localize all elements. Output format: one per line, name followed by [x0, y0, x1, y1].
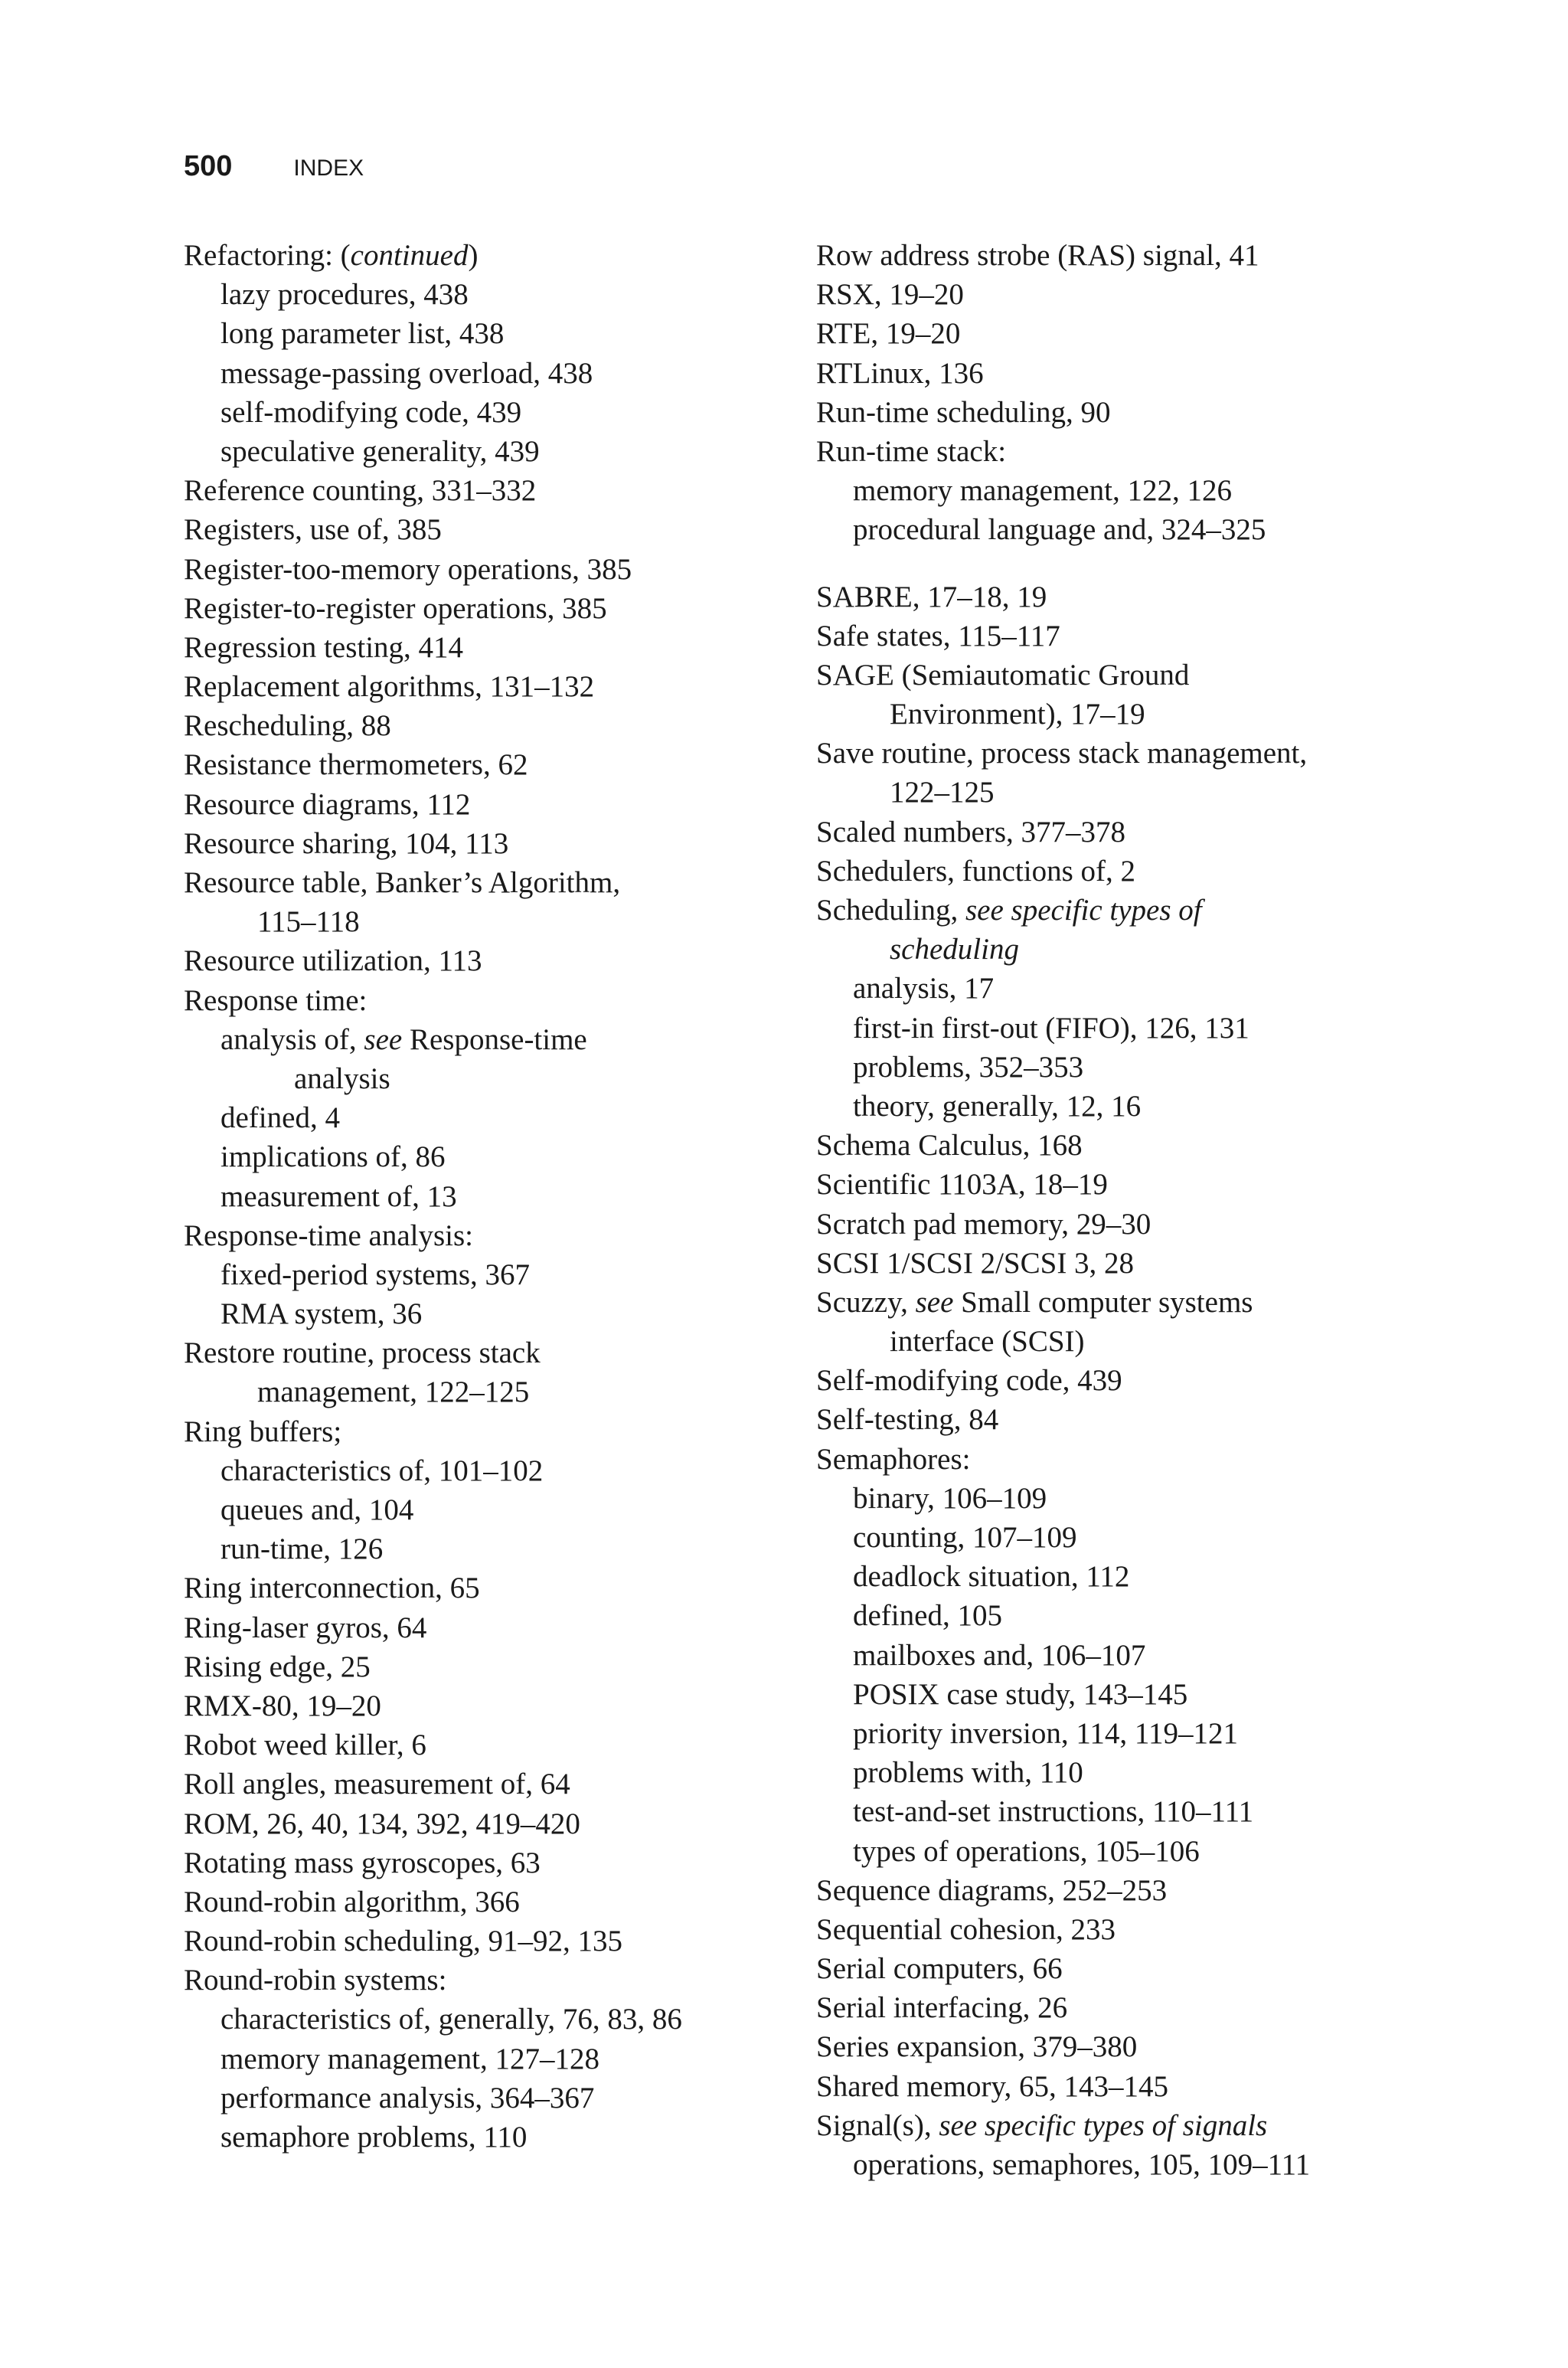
- index-subentry: [816, 1792, 1429, 1831]
- page-header: [184, 150, 364, 196]
- entry-text: 115–118: [257, 905, 360, 939]
- index-entry: [184, 1922, 781, 1961]
- entry-text: Environment), 17–19: [890, 698, 1145, 731]
- index-entry: [816, 393, 1429, 432]
- entry-italic-text: see specific types of signals: [939, 2108, 1268, 2142]
- entry-text: priority inversion, 114, 119–121: [853, 1716, 1238, 1750]
- entry-text: Schema Calculus, 168: [816, 1129, 1083, 1163]
- entry-text: Shared memory, 65, 143–145: [816, 2069, 1168, 2103]
- entry-text: speculative generality, 439: [220, 434, 540, 468]
- index-subentry: [816, 969, 1429, 1008]
- index-subentry: [816, 1087, 1429, 1126]
- index-entry: [184, 1843, 781, 1882]
- entry-text: Self-testing, 84: [816, 1403, 999, 1437]
- index-subentry: [816, 1753, 1429, 1792]
- entry-text: Response-time: [402, 1022, 587, 1056]
- entry-text: RMX-80, 19–20: [184, 1689, 381, 1722]
- index-entry: [184, 1804, 781, 1843]
- index-entry: [816, 891, 1429, 930]
- index-subentry: [816, 1518, 1429, 1557]
- index-subentry: [184, 2118, 781, 2157]
- index-subentry: [816, 773, 1429, 812]
- entry-text: interface (SCSI): [890, 1325, 1085, 1359]
- index-subentry: [816, 471, 1429, 510]
- entry-text: Schedulers, functions of, 2: [816, 854, 1136, 888]
- index-entry: [184, 981, 781, 1020]
- entry-text: Run-time scheduling, 90: [816, 395, 1111, 429]
- entry-italic-text: see: [364, 1022, 403, 1056]
- entry-italic-text: continued: [350, 239, 469, 272]
- index-subentry: [184, 393, 781, 432]
- index-subentry: [184, 1529, 781, 1568]
- entry-text: long parameter list, 438: [220, 317, 505, 351]
- index-entry: [816, 2067, 1429, 2106]
- index-entry: [184, 236, 781, 275]
- entry-text: Scientific 1103A, 18–19: [816, 1168, 1108, 1202]
- entry-text: self-modifying code, 439: [220, 395, 522, 429]
- entry-text: first-in first-out (FIFO), 126, 131: [853, 1011, 1250, 1045]
- entry-text: measurement of, 13: [220, 1179, 457, 1213]
- index-subentry: [816, 510, 1429, 549]
- index-entry: [816, 577, 1429, 617]
- entry-text: Resource sharing, 104, 113: [184, 826, 509, 860]
- index-subentry: [184, 1294, 781, 1333]
- index-subentry: [816, 930, 1429, 969]
- index-entry: [816, 813, 1429, 852]
- entry-text: deadlock situation, 112: [853, 1560, 1130, 1594]
- index-subentry: [816, 1479, 1429, 1518]
- entry-text: Register-too-memory operations, 385: [184, 552, 632, 586]
- index-subentry: [816, 1714, 1429, 1753]
- index-subentry: [816, 1636, 1429, 1675]
- index-subentry: [816, 695, 1429, 734]
- index-subentry: [816, 1557, 1429, 1596]
- entry-text: Replacement algorithms, 131–132: [184, 670, 595, 704]
- index-subentry: [816, 1675, 1429, 1714]
- entry-text: POSIX case study, 143–145: [853, 1677, 1188, 1711]
- entry-text: Resistance thermometers, 62: [184, 748, 528, 782]
- entry-text: semaphore problems, 110: [220, 2121, 528, 2154]
- entry-text: Robot weed killer, 6: [184, 1729, 426, 1762]
- index-entry: [816, 1400, 1429, 1439]
- index-column-right: [816, 236, 1429, 2184]
- entry-text: Reference counting, 331–332: [184, 474, 537, 508]
- index-entry: [816, 1871, 1429, 1910]
- entry-text: performance analysis, 364–367: [220, 2081, 595, 2115]
- index-entry: [184, 1882, 781, 1922]
- entry-text: Rising edge, 25: [184, 1650, 371, 1683]
- entry-text: RSX, 19–20: [816, 278, 964, 312]
- index-entry: [816, 1205, 1429, 1244]
- entry-text: Sequential cohesion, 233: [816, 1912, 1116, 1946]
- index-entry: [816, 1126, 1429, 1165]
- index-entry: [184, 1647, 781, 1686]
- index-entry: [816, 656, 1429, 695]
- entry-text: Refactoring: (: [184, 239, 351, 272]
- entry-text: lazy procedures, 438: [220, 278, 469, 312]
- entry-text: Restore routine, process stack: [184, 1336, 541, 1370]
- entry-text: Scheduling,: [816, 894, 965, 927]
- index-entry: [184, 1216, 781, 1255]
- entry-text: characteristics of, 101–102: [220, 1454, 544, 1487]
- index-subentry: [184, 2000, 781, 2039]
- entry-text: test-and-set instructions, 110–111: [853, 1795, 1254, 1829]
- entry-text: Rescheduling, 88: [184, 709, 391, 743]
- entry-text: ): [468, 239, 479, 272]
- entry-text: RTLinux, 136: [816, 356, 984, 390]
- index-entry: [184, 745, 781, 784]
- entry-text: message-passing overload, 438: [220, 356, 593, 390]
- entry-text: types of operations, 105–106: [853, 1834, 1200, 1868]
- index-entry: [184, 1765, 781, 1804]
- page-number: 500: [184, 150, 233, 182]
- entry-text: fixed-period systems, 367: [220, 1258, 531, 1291]
- index-subentry: [184, 1059, 781, 1098]
- index-entry: [816, 1244, 1429, 1283]
- entry-text: memory management, 122, 126: [853, 474, 1232, 508]
- entry-italic-text: see specific types of: [965, 894, 1202, 927]
- entry-text: Sequence diagrams, 252–253: [816, 1873, 1168, 1907]
- section-gap: [816, 550, 1429, 577]
- index-subentry: [184, 1137, 781, 1176]
- entry-text: mailboxes and, 106–107: [853, 1638, 1146, 1672]
- index-entry: [816, 314, 1429, 353]
- entry-text: defined, 4: [220, 1101, 340, 1135]
- entry-text: Serial interfacing, 26: [816, 1991, 1068, 2025]
- entry-text: SABRE, 17–18, 19: [816, 580, 1047, 613]
- entry-text: Serial computers, 66: [816, 1952, 1063, 1986]
- index-entry: [184, 510, 781, 549]
- entry-text: problems, 352–353: [853, 1050, 1084, 1084]
- entry-text: Scaled numbers, 377–378: [816, 815, 1126, 849]
- entry-text: management, 122–125: [257, 1375, 530, 1409]
- entry-text: Safe states, 115–117: [816, 619, 1060, 653]
- entry-text: Scratch pad memory, 29–30: [816, 1207, 1152, 1241]
- entry-text: queues and, 104: [220, 1493, 414, 1526]
- entry-text: Signal(s),: [816, 2108, 939, 2142]
- index-entry: [184, 550, 781, 589]
- index-entry: [816, 1440, 1429, 1479]
- index-subentry: [184, 1451, 781, 1490]
- index-subentry: [816, 1009, 1429, 1048]
- entry-text: counting, 107–109: [853, 1521, 1077, 1554]
- entry-text: analysis of,: [220, 1022, 364, 1056]
- index-subentry: [816, 1596, 1429, 1635]
- index-subentry: [816, 2145, 1429, 2184]
- index-entry: [184, 1333, 781, 1372]
- index-subentry: [184, 2039, 781, 2079]
- index-entry: [816, 1165, 1429, 1204]
- entry-text: analysis: [294, 1061, 390, 1095]
- index-entry: [816, 1283, 1429, 1322]
- index-entry: [816, 1988, 1429, 2027]
- entry-text: Resource table, Banker’s Algorithm,: [184, 866, 621, 899]
- entry-text: binary, 106–109: [853, 1481, 1047, 1515]
- index-subentry: [184, 1372, 781, 1411]
- entry-text: Scuzzy,: [816, 1285, 916, 1319]
- entry-text: analysis, 17: [853, 972, 995, 1006]
- index-subentry: [816, 1832, 1429, 1871]
- index-subentry: [184, 1020, 781, 1059]
- entry-text: memory management, 127–128: [220, 2042, 599, 2075]
- index-entry: [184, 785, 781, 824]
- index-subentry: [184, 275, 781, 314]
- index-entry: [184, 706, 781, 745]
- entry-text: SAGE (Semiautomatic Ground: [816, 658, 1190, 692]
- entry-text: ROM, 26, 40, 134, 392, 419–420: [184, 1807, 580, 1840]
- entry-text: run-time, 126: [220, 1532, 384, 1566]
- index-subentry: [816, 1048, 1429, 1087]
- index-subentry: [184, 354, 781, 393]
- entry-text: Round-robin algorithm, 366: [184, 1885, 520, 1918]
- entry-text: Regression testing, 414: [184, 630, 464, 664]
- index-entry: [816, 354, 1429, 393]
- index-entry: [816, 1361, 1429, 1400]
- entry-text: Series expansion, 379–380: [816, 2030, 1138, 2064]
- index-entry: [816, 236, 1429, 275]
- index-subentry: [184, 1098, 781, 1137]
- entry-text: problems with, 110: [853, 1756, 1083, 1790]
- index-entry: [184, 941, 781, 980]
- index-entry: [184, 824, 781, 863]
- index-subentry: [184, 432, 781, 471]
- entry-text: Round-robin systems:: [184, 1964, 447, 1997]
- index-entry: [816, 1949, 1429, 1988]
- index-entry: [184, 1725, 781, 1765]
- entry-text: Ring interconnection, 65: [184, 1572, 480, 1605]
- entry-text: Semaphores:: [816, 1442, 971, 1476]
- entry-text: Small computer systems: [953, 1285, 1253, 1319]
- entry-text: Self-modifying code, 439: [816, 1364, 1122, 1398]
- entry-text: Round-robin scheduling, 91–92, 135: [184, 1925, 623, 1958]
- entry-text: Response-time analysis:: [184, 1218, 474, 1252]
- index-subentry: [816, 1322, 1429, 1361]
- index-column-left: [184, 236, 781, 2157]
- index-entry: [184, 1568, 781, 1608]
- entry-text: SCSI 1/SCSI 2/SCSI 3, 28: [816, 1246, 1135, 1280]
- index-entry: [816, 2027, 1429, 2066]
- index-entry: [816, 275, 1429, 314]
- index-entry: [184, 667, 781, 706]
- index-entry: [184, 1961, 781, 2000]
- entry-text: theory, generally, 12, 16: [853, 1089, 1142, 1123]
- index-subentry: [184, 314, 781, 353]
- entry-text: operations, semaphores, 105, 109–111: [853, 2148, 1311, 2181]
- index-subentry: [184, 2079, 781, 2118]
- index-entry: [184, 628, 781, 667]
- entry-text: Response time:: [184, 983, 368, 1017]
- entry-text: implications of, 86: [220, 1140, 446, 1174]
- entry-text: Register-to-register operations, 385: [184, 591, 607, 625]
- entry-text: Save routine, process stack management,: [816, 737, 1308, 770]
- entry-text: RMA system, 36: [220, 1297, 423, 1331]
- running-head: INDEX: [293, 155, 364, 181]
- entry-italic-text: see: [915, 1285, 954, 1319]
- entry-text: Ring buffers;: [184, 1415, 342, 1448]
- index-subentry: [184, 902, 781, 941]
- index-subentry: [184, 1490, 781, 1529]
- index-entry: [184, 589, 781, 628]
- index-entry: [816, 852, 1429, 891]
- entry-text: Resource utilization, 113: [184, 944, 482, 978]
- entry-text: procedural language and, 324–325: [853, 513, 1266, 547]
- index-entry: [816, 617, 1429, 656]
- index-entry: [184, 471, 781, 510]
- index-entry: [816, 1910, 1429, 1949]
- index-entry: [184, 1412, 781, 1451]
- entry-text: Ring-laser gyros, 64: [184, 1611, 427, 1644]
- entry-text: 122–125: [890, 776, 995, 810]
- index-subentry: [184, 1177, 781, 1216]
- entry-text: characteristics of, generally, 76, 83, 86: [220, 2003, 682, 2036]
- index-entry: [816, 734, 1429, 773]
- entry-text: Run-time stack:: [816, 434, 1007, 468]
- entry-text: Roll angles, measurement of, 64: [184, 1768, 570, 1801]
- index-subentry: [184, 1255, 781, 1294]
- entry-text: Row address strobe (RAS) signal, 41: [816, 239, 1259, 272]
- index-entry: [184, 1686, 781, 1725]
- index-entry: [816, 432, 1429, 471]
- index-entry: [184, 863, 781, 902]
- entry-text: Resource diagrams, 112: [184, 787, 471, 821]
- index-entry: [184, 1608, 781, 1647]
- entry-text: Rotating mass gyroscopes, 63: [184, 1846, 541, 1879]
- entry-italic-text: scheduling: [890, 933, 1019, 966]
- entry-text: Registers, use of, 385: [184, 513, 442, 547]
- entry-text: RTE, 19–20: [816, 317, 961, 351]
- index-entry: [816, 2106, 1429, 2145]
- entry-text: defined, 105: [853, 1599, 1002, 1633]
